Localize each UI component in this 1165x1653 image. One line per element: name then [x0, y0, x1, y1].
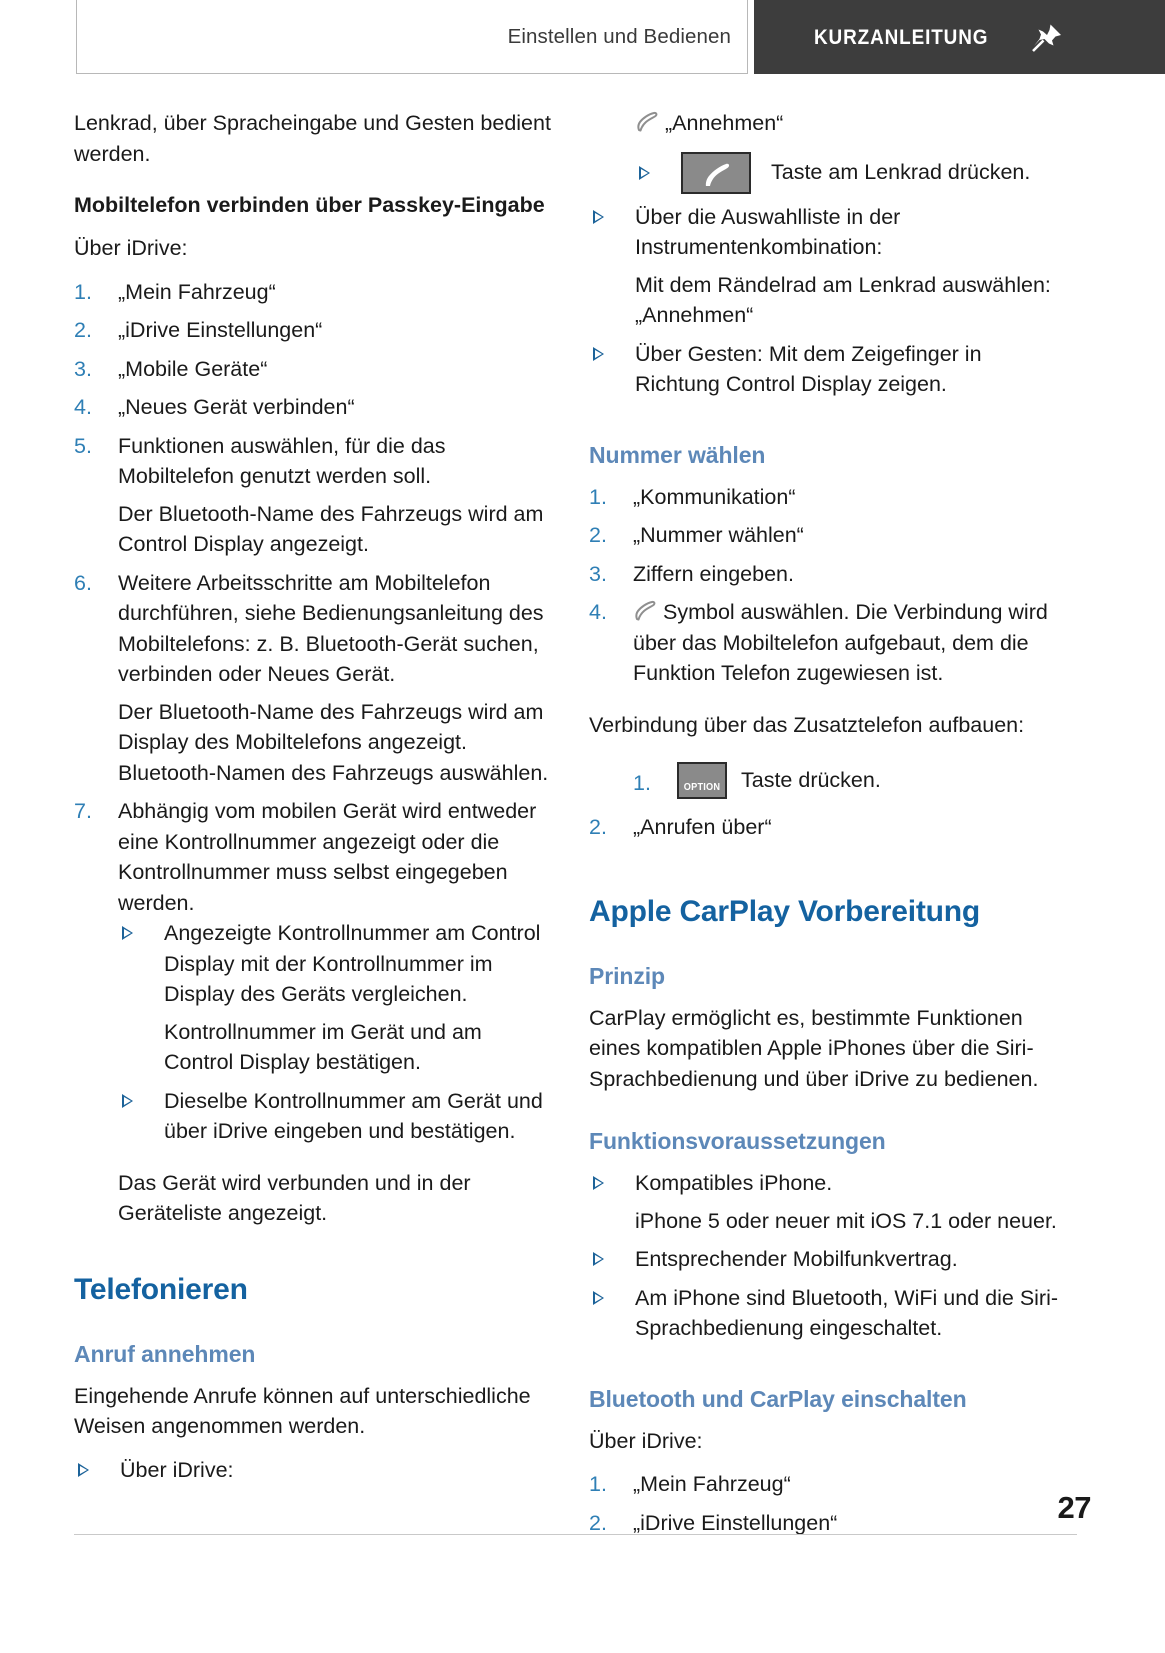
step-text: Abhängig vom mobilen Gerät wird entweder eine Kontrollnummer angezeigt oder die Kontrollnummer muss selbst eingegeben werden.	[118, 799, 537, 915]
step-text: Symbol auswählen. Die Verbindung wird über das Mobiltelefon aufgebaut, dem die Funktion Telefon zugewiesen ist.	[633, 600, 1048, 685]
closing-paragraph: Das Gerät wird verbunden und in der Geräteliste angezeigt.	[118, 1170, 471, 1225]
annehmen-quote-line	[589, 108, 1067, 139]
step7-bullet-list	[118, 918, 552, 1147]
step-continuation: Der Bluetooth-Name des Fahrzeugs wird am Display des Mobiltelefons angezeigt. Bluetooth-Namen des Fahrzeugs auswählen.	[118, 699, 549, 785]
page-header	[0, 0, 1165, 74]
carplay-title: Apple CarPlay Vorbereitung	[589, 894, 980, 928]
passkey-step-list	[74, 277, 552, 1147]
step-text: „iDrive Einstellungen“	[118, 318, 323, 342]
option-button-label: OPTION	[683, 782, 721, 793]
step-number: 2.	[74, 318, 92, 342]
step-text: „Mobile Geräte“	[118, 356, 268, 381]
list-item	[589, 1283, 1067, 1344]
list-item	[589, 152, 1067, 194]
bullet-text: Entsprechender Mobilfunkvertrag.	[635, 1247, 958, 1271]
list-item	[74, 315, 552, 346]
list-item	[589, 1244, 1067, 1275]
nummer-step-list	[589, 482, 1067, 689]
step-text: Funktionen auswählen, für die das Mobiltelefon genutzt werden soll.	[118, 433, 446, 488]
step-number: 6.	[74, 570, 92, 595]
bullet-text: Angezeigte Kontrollnummer am Control Display mit der Kontrollnummer im Display des Geräts vergleichen.	[164, 921, 541, 1006]
list-item	[74, 568, 552, 789]
list-item	[118, 918, 552, 1078]
triangle-bullet-icon	[593, 210, 604, 224]
bullet-continuation: Kontrollnummer im Gerät und am Control Display bestätigen.	[164, 1019, 482, 1074]
bullet-continuation-line1: Mit dem Rändelrad am Lenkrad auswählen:	[635, 272, 1051, 297]
list-item	[589, 597, 1067, 689]
step-text: Taste drücken.	[741, 768, 881, 793]
step-text: Ziffern eingeben.	[633, 561, 794, 586]
triangle-bullet-icon	[78, 1463, 89, 1477]
bullet-text: Am iPhone sind Bluetooth, WiFi und die Siri-Sprachbedienung eingeschaltet.	[635, 1285, 1059, 1340]
intro-paragraph: Lenkrad, über Spracheingabe und Gesten bedient werden.	[74, 111, 551, 166]
list-item	[589, 482, 1067, 513]
anruf-paragraph: Eingehende Anrufe können auf unterschiedliche Weisen angenommen werden.	[74, 1383, 531, 1438]
list-item	[589, 812, 1067, 843]
step-number: 1.	[633, 771, 651, 795]
step-continuation: Der Bluetooth-Name des Fahrzeugs wird am Control Display angezeigt.	[118, 501, 544, 556]
step-number: 4.	[74, 395, 92, 419]
bullet-text: Über die Auswahlliste in der Instrumentenkombination:	[635, 204, 901, 259]
bullet-text: Über iDrive:	[120, 1457, 234, 1482]
option-button-icon	[677, 762, 727, 799]
prinzip-subtitle: Prinzip	[589, 962, 665, 989]
step-number: 2.	[589, 523, 607, 547]
breadcrumb-box	[76, 0, 748, 74]
funktionsvoraussetzungen-bullet-list	[589, 1168, 1067, 1344]
step-number: 2.	[589, 815, 607, 839]
zusatz-step-list	[589, 762, 1067, 843]
section-tab-label: KURZANLEITUNG	[814, 24, 989, 49]
step-text: Weitere Arbeitsschritte am Mobiltelefon durchführen, siehe Bedienungsanleitung des Mobiltelefons: z. B. Bluetooth-Gerät suchen, verbinden oder Neues Gerät.	[118, 570, 544, 686]
ueber-idrive-label: Über iDrive:	[589, 1428, 703, 1453]
step-number: 2.	[589, 1510, 607, 1535]
ueber-idrive-label: Über iDrive:	[74, 236, 188, 260]
step-text: „Nummer wählen“	[633, 523, 804, 547]
anruf-annehmen-subtitle: Anruf annehmen	[74, 1340, 256, 1367]
list-item	[589, 559, 1067, 590]
bluetooth-carplay-subtitle: Bluetooth und CarPlay einschalten	[589, 1385, 967, 1412]
step-text: „Anrufen über“	[633, 815, 772, 839]
list-item	[589, 339, 1067, 400]
list-item	[589, 1168, 1067, 1236]
triangle-bullet-icon	[639, 166, 650, 180]
list-item	[118, 1086, 552, 1147]
triangle-bullet-icon	[122, 1094, 133, 1108]
footer-rule	[74, 1534, 1077, 1535]
zusatztelefon-paragraph: Verbindung über das Zusatztelefon aufbauen:	[589, 712, 1025, 737]
lenkrad-button-text: Taste am Lenkrad drücken.	[771, 160, 1031, 185]
anruf-bullet-list	[74, 1455, 552, 1486]
prinzip-paragraph: CarPlay ermöglicht es, bestimmte Funktionen eines kompatiblen Apple iPhones über die Siri-Sprachbedienung und über iDrive zu bedienen.	[589, 1005, 1039, 1091]
annehmen-quote: „Annehmen“	[665, 111, 784, 135]
bullet-text: Kompatibles iPhone.	[635, 1171, 833, 1195]
triangle-bullet-icon	[122, 926, 133, 940]
breadcrumb: Einstellen und Bedienen	[507, 24, 731, 48]
step-text: „Mein Fahrzeug“	[633, 1472, 791, 1496]
list-item	[74, 1455, 552, 1486]
step-number: 3.	[589, 561, 607, 586]
triangle-bullet-icon	[593, 1252, 604, 1266]
telefonieren-title: Telefonieren	[74, 1272, 248, 1306]
list-item	[589, 520, 1067, 551]
step-number: 7.	[74, 799, 92, 823]
passkey-heading: Mobiltelefon verbinden über Passkey-Eingabe	[74, 193, 545, 217]
step-text: „Kommunikation“	[633, 484, 796, 509]
page-number: 27	[1057, 1490, 1091, 1525]
step-number: 5.	[74, 433, 92, 458]
step-number: 1.	[589, 484, 607, 509]
step-number: 4.	[589, 600, 607, 624]
triangle-bullet-icon	[593, 1176, 604, 1190]
bullet-continuation: iPhone 5 oder neuer mit iOS 7.1 oder neuer.	[635, 1208, 1057, 1233]
list-item	[74, 431, 552, 560]
list-item	[589, 202, 1067, 331]
bullet-continuation-line2: „Annehmen“	[635, 303, 754, 327]
list-item	[74, 277, 552, 308]
step-number: 1.	[74, 279, 92, 304]
pushpin-icon	[1030, 22, 1064, 54]
step-text: „Mein Fahrzeug“	[118, 279, 276, 304]
list-item	[589, 1469, 1067, 1500]
funktionsvoraussetzungen-subtitle: Funktionsvoraussetzungen	[589, 1128, 886, 1154]
step-text: „iDrive Einstellungen“	[633, 1510, 838, 1535]
list-item	[74, 354, 552, 385]
list-item	[74, 796, 552, 1147]
nummer-waehlen-title: Nummer wählen	[589, 441, 766, 468]
triangle-bullet-icon	[593, 347, 604, 361]
list-item	[74, 392, 552, 423]
bluetooth-step-list	[589, 1469, 1067, 1538]
bullet-text: Dieselbe Kontrollnummer am Gerät und über iDrive eingeben und bestätigen.	[164, 1088, 543, 1143]
triangle-bullet-icon	[593, 1291, 604, 1305]
step-text: „Neues Gerät verbinden“	[118, 395, 355, 419]
step-number: 3.	[74, 356, 92, 381]
step-number: 1.	[589, 1472, 607, 1496]
annehmen-bullet-list	[589, 152, 1067, 400]
section-tab	[754, 0, 1165, 74]
list-item	[589, 762, 1067, 804]
phone-handset-button-icon	[681, 152, 751, 194]
bullet-text: Über Gesten: Mit dem Zeigefinger in Richtung Control Display zeigen.	[635, 341, 982, 396]
right-column	[589, 108, 1067, 1546]
phone-handset-icon	[635, 111, 659, 133]
left-column	[74, 108, 552, 1493]
phone-handset-icon	[633, 600, 657, 622]
